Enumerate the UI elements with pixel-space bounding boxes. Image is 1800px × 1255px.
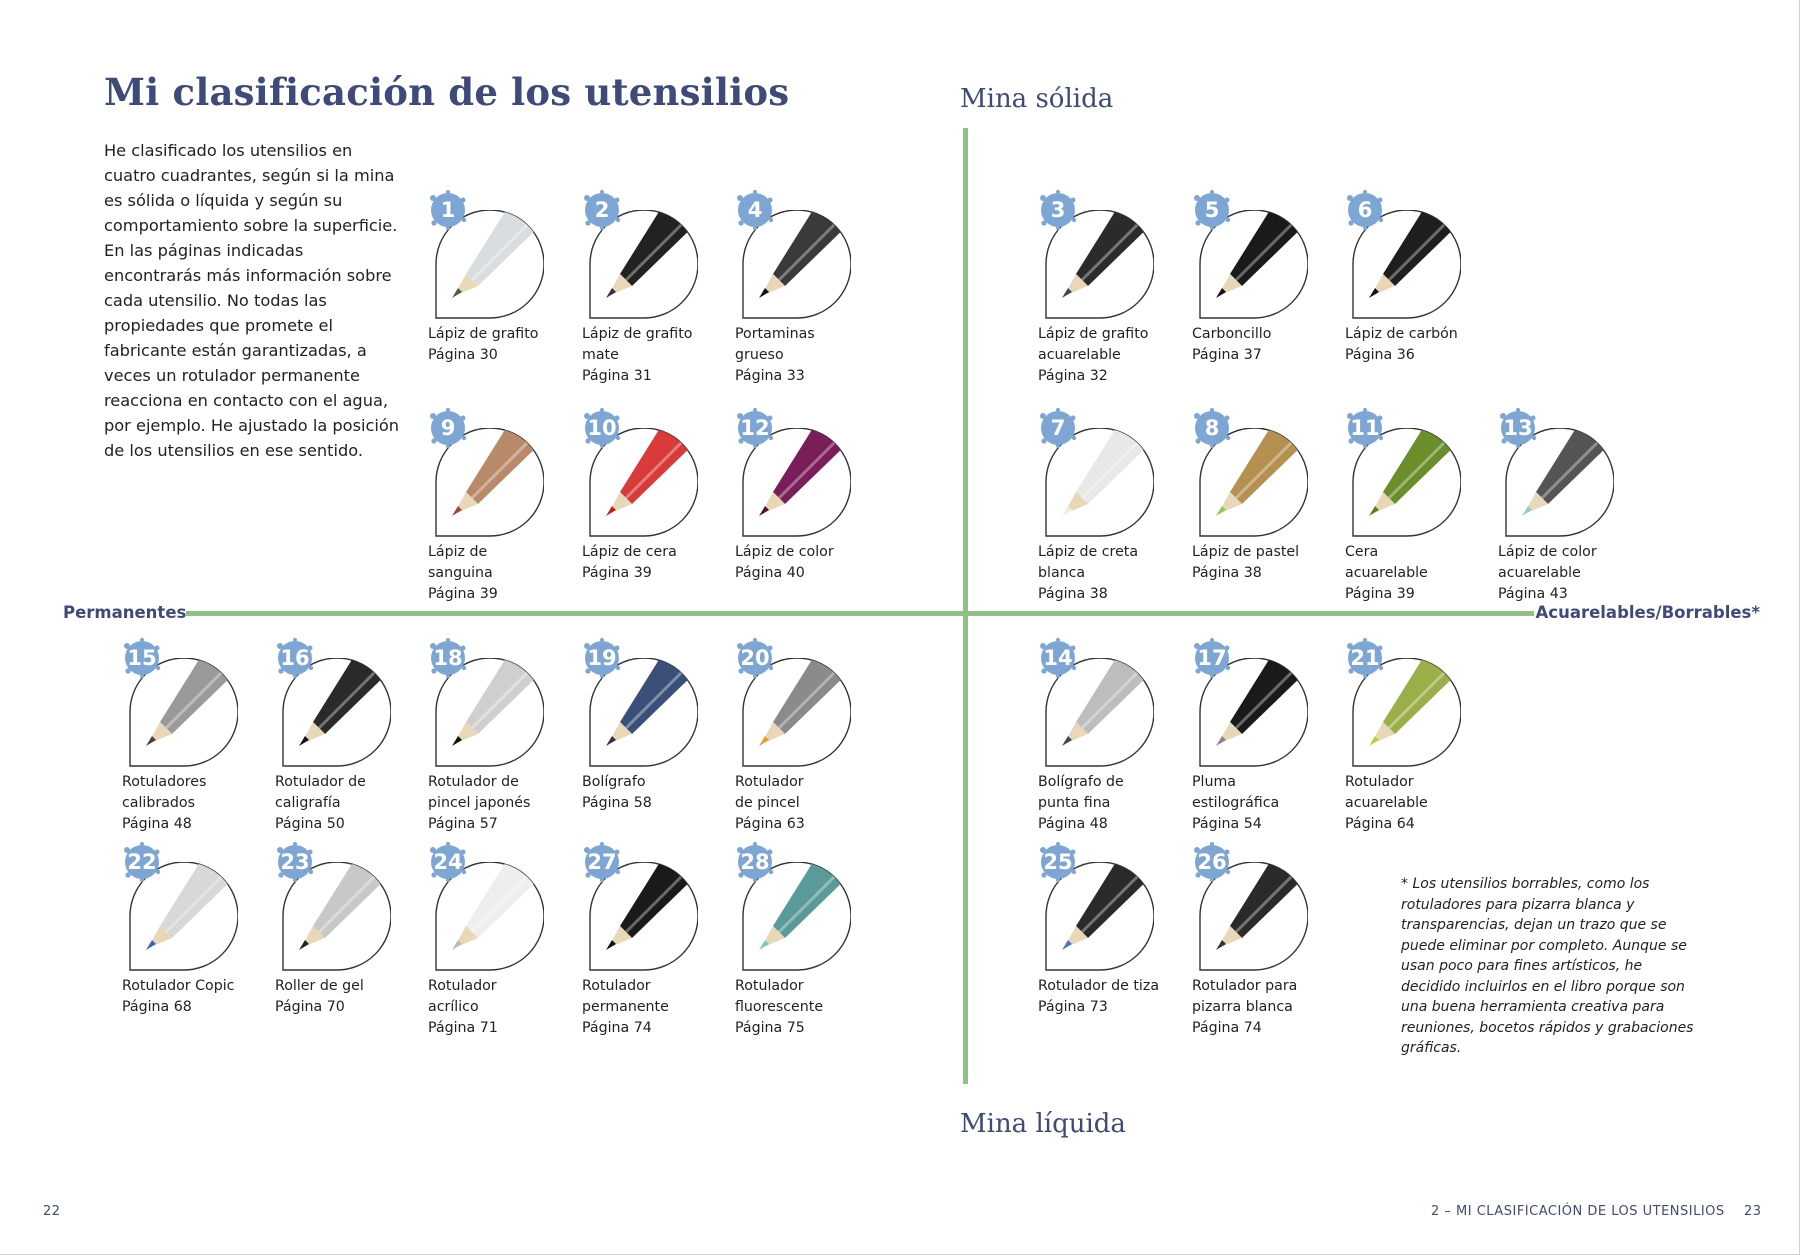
footnote: * Los utensilios borrables, como los rotuladores para pizarra blanca y transparencias, dejan un trazo que se puede eliminar por completo. Aunque se usan poco para fines artísticos, he decidido incluirlos en el libro porque son una buena herramienta creativa para reuniones, bocetos rápidos y grabaciones gráficas. <box>1401 876 1694 1056</box>
tool-number: 18 <box>433 646 463 670</box>
tool-number: 23 <box>280 850 310 874</box>
tool-icon-wrap <box>582 408 722 538</box>
tool-label: Lápiz de color Página 40 <box>735 544 834 581</box>
tool-label: Rotulador permanente Página 74 <box>582 978 669 1036</box>
horizontal-axis-line <box>186 611 1534 616</box>
tool-label: Cera acuarelable Página 39 <box>1345 544 1428 602</box>
tool-label: Rotulador para pizarra blanca Página 74 <box>1192 978 1298 1036</box>
tool-item <box>1345 638 1495 835</box>
tool-number: 17 <box>1197 646 1227 670</box>
tool-icon-wrap <box>1345 190 1485 320</box>
tool-icon-wrap <box>122 842 262 972</box>
axis-label-watercolor: Acuarelables/Borrables* <box>1535 603 1760 622</box>
tool-label: Rotuladores calibrados Página 48 <box>122 774 207 832</box>
tool-label: Lápiz de creta blanca Página 38 <box>1038 544 1139 602</box>
tool-number: 9 <box>440 416 456 440</box>
tool-label: Lápiz de grafito Página 30 <box>428 326 539 363</box>
page-number-right: 23 <box>1744 1204 1762 1219</box>
tool-number: 11 <box>1350 416 1380 440</box>
tool-item <box>275 842 425 1018</box>
tool-label: Rotulador acrílico Página 71 <box>428 978 498 1036</box>
tool-label: Rotulador de caligrafía Página 50 <box>275 774 366 832</box>
tool-icon-wrap <box>1038 190 1178 320</box>
tool-icon-wrap <box>1038 842 1178 972</box>
tool-number: 12 <box>740 416 770 440</box>
tool-item <box>582 638 732 814</box>
tool-number: 3 <box>1050 198 1066 222</box>
tool-label: Lápiz de pastel Página 38 <box>1192 544 1300 581</box>
axis-label-permanent: Permanentes <box>63 603 187 622</box>
tool-label: Lápiz de carbón Página 36 <box>1345 326 1458 363</box>
tool-number: 13 <box>1503 416 1533 440</box>
tool-item <box>1038 842 1188 1018</box>
tool-icon-wrap <box>1192 638 1332 768</box>
tool-icon-wrap <box>582 842 722 972</box>
tool-number: 1 <box>440 198 456 222</box>
tool-label: Lápiz de color acuarelable Página 43 <box>1498 544 1597 602</box>
tool-icon-wrap <box>582 638 722 768</box>
tool-item <box>428 190 578 366</box>
tool-icon-wrap <box>1192 408 1332 538</box>
tool-item <box>122 638 272 835</box>
tool-number: 10 <box>587 416 617 440</box>
tool-item <box>582 190 732 387</box>
tool-icon-wrap <box>1192 842 1332 972</box>
tool-number: 7 <box>1050 416 1066 440</box>
tool-number: 4 <box>747 198 763 222</box>
tool-icon-wrap <box>428 408 568 538</box>
tool-icon-wrap <box>1038 408 1178 538</box>
tool-label: Rotulador de tiza Página 73 <box>1038 978 1160 1015</box>
tool-item <box>1192 842 1342 1039</box>
tool-number: 22 <box>127 850 157 874</box>
intro-paragraph: He clasificado los utensilios en cuatro cuadrantes, según si la mina es sólida o líquida y según su comportamiento sobre la superficie. En las páginas indicadas encontrarás más información sobre cada utensilio. No todas las propiedades que promete el fabricante están garantizadas, a veces un rotulador permanente reacciona en contacto con el agua, por ejemplo. He ajustado la posición de los utensilios en ese sentido. <box>104 141 400 460</box>
tool-label: Lápiz de grafito acuarelable Página 32 <box>1038 326 1149 384</box>
tool-label: Roller de gel Página 70 <box>275 978 364 1015</box>
tool-item <box>1192 638 1342 835</box>
tool-label: Rotulador fluorescente Página 75 <box>735 978 824 1036</box>
tool-number: 25 <box>1043 850 1073 874</box>
tool-number: 27 <box>587 850 617 874</box>
tool-label: Bolígrafo Página 58 <box>582 774 652 811</box>
vertical-axis-line <box>963 128 968 1084</box>
tool-number: 2 <box>594 198 610 222</box>
tool-icon-wrap <box>1038 638 1178 768</box>
tool-icon-wrap <box>1345 638 1485 768</box>
tool-item <box>1345 190 1495 366</box>
tool-icon-wrap <box>122 638 262 768</box>
tool-icon-wrap <box>1498 408 1638 538</box>
tool-label: Lápiz de grafito mate Página 31 <box>582 326 693 384</box>
tool-number: 6 <box>1357 198 1373 222</box>
tool-label: Pluma estilográfica Página 54 <box>1192 774 1280 832</box>
tool-item <box>275 638 425 835</box>
tool-number: 26 <box>1197 850 1227 874</box>
tool-label: Rotulador acuarelable Página 64 <box>1345 774 1428 832</box>
tool-item <box>582 842 732 1039</box>
tool-number: 21 <box>1350 646 1380 670</box>
tool-item <box>735 842 885 1039</box>
tool-number: 28 <box>740 850 770 874</box>
tool-label: Lápiz de cera Página 39 <box>582 544 677 581</box>
tool-icon-wrap <box>275 638 415 768</box>
tool-item <box>735 408 885 584</box>
tool-label: Lápiz de sanguina Página 39 <box>428 544 498 602</box>
tool-icon-wrap <box>735 408 875 538</box>
tool-number: 8 <box>1204 416 1220 440</box>
tool-item <box>428 842 578 1039</box>
tool-icon-wrap <box>1345 408 1485 538</box>
tool-item <box>1192 408 1342 584</box>
axis-label-liquid: Mina líquida <box>960 1109 1126 1139</box>
tool-number: 15 <box>127 646 157 670</box>
tool-icon-wrap <box>735 190 875 320</box>
tool-item <box>1038 408 1188 605</box>
tool-icon-wrap <box>428 190 568 320</box>
tool-item <box>122 842 272 1018</box>
tool-icon-wrap <box>735 842 875 972</box>
tool-label: Carboncillo Página 37 <box>1192 326 1272 363</box>
tool-number: 19 <box>587 646 617 670</box>
tool-item <box>1498 408 1648 605</box>
tool-item <box>735 638 885 835</box>
tool-item <box>1038 190 1188 387</box>
tool-number: 14 <box>1043 646 1073 670</box>
page-number-left: 22 <box>43 1204 61 1219</box>
tool-item <box>428 408 578 605</box>
tool-item <box>1192 190 1342 366</box>
tool-label: Rotulador de pincel Página 63 <box>735 774 805 832</box>
page-title: Mi clasificación de los utensilios <box>104 70 790 114</box>
tool-item <box>582 408 732 584</box>
tool-item <box>735 190 885 387</box>
tool-number: 5 <box>1204 198 1220 222</box>
tool-item <box>1345 408 1495 605</box>
tool-item <box>1038 638 1188 835</box>
tool-item <box>428 638 578 835</box>
chapter-running-head: 2 – MI CLASIFICACIÓN DE LOS UTENSILIOS <box>1431 1204 1725 1219</box>
tool-label: Rotulador de pincel japonés Página 57 <box>428 774 531 832</box>
tool-number: 20 <box>740 646 770 670</box>
tool-number: 24 <box>433 850 463 874</box>
tool-label: Bolígrafo de punta fina Página 48 <box>1038 774 1124 832</box>
tool-icon-wrap <box>428 638 568 768</box>
tool-number: 16 <box>280 646 310 670</box>
tool-icon-wrap <box>428 842 568 972</box>
tool-icon-wrap <box>735 638 875 768</box>
axis-label-solid: Mina sólida <box>960 84 1114 114</box>
tool-icon-wrap <box>275 842 415 972</box>
tool-icon-wrap <box>582 190 722 320</box>
tool-label: Portaminas grueso Página 33 <box>735 326 815 384</box>
tool-label: Rotulador Copic Página 68 <box>122 978 235 1015</box>
tool-icon-wrap <box>1192 190 1332 320</box>
